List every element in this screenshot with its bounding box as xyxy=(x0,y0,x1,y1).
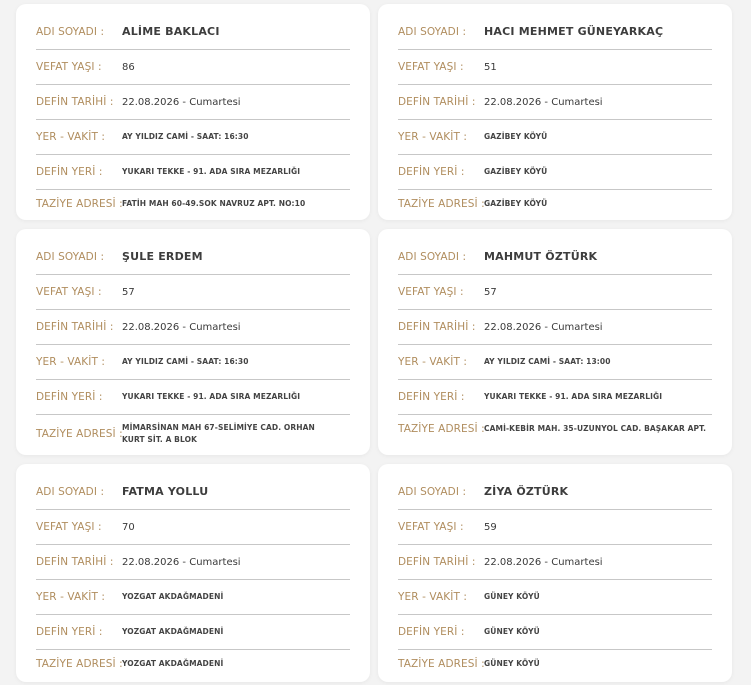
burial-place-label: DEFİN YERİ : xyxy=(398,626,465,638)
obituary-card xyxy=(16,229,370,455)
burial-date-value: 22.08.2026 - Cumartesi xyxy=(484,96,603,108)
age-row xyxy=(398,275,712,310)
burial-date-value: 22.08.2026 - Cumartesi xyxy=(122,321,241,333)
burial-place-value: YUKARI TEKKE - 91. ADA SIRA MEZARLIĞI xyxy=(122,392,301,401)
burial-place-row xyxy=(398,615,712,650)
burial-date-row xyxy=(398,310,712,345)
burial-place-row xyxy=(36,380,350,415)
age-value: 59 xyxy=(484,521,497,533)
place-time-row xyxy=(398,120,712,155)
age-label: VEFAT YAŞI : xyxy=(36,521,102,533)
name-label: ADI SOYADI : xyxy=(36,25,105,38)
burial-date-row xyxy=(36,85,350,120)
name-label: ADI SOYADI : xyxy=(398,250,467,263)
name-row xyxy=(398,14,712,50)
burial-place-label: DEFİN YERİ : xyxy=(36,166,103,178)
obituary-card xyxy=(16,464,370,682)
burial-date-label: DEFİN TARİHİ : xyxy=(36,96,114,108)
burial-place-row xyxy=(398,380,712,415)
burial-place-value: YUKARI TEKKE - 91. ADA SIRA MEZARLIĞI xyxy=(122,167,301,176)
burial-place-row xyxy=(398,155,712,190)
condolence-row xyxy=(36,650,350,678)
place-time-row xyxy=(36,120,350,155)
condolence-label: TAZİYE ADRESİ : xyxy=(398,658,485,670)
burial-date-value: 22.08.2026 - Cumartesi xyxy=(484,556,603,568)
place-time-value: AY YILDIZ CAMİ - SAAT: 16:30 xyxy=(122,132,249,141)
name-label: ADI SOYADI : xyxy=(36,485,105,498)
name-row xyxy=(398,474,712,510)
name-label: ADI SOYADI : xyxy=(398,25,467,38)
age-value: 51 xyxy=(484,61,497,73)
name-label: ADI SOYADI : xyxy=(398,485,467,498)
place-time-row xyxy=(398,580,712,615)
burial-date-value: 22.08.2026 - Cumartesi xyxy=(484,321,603,333)
burial-date-row xyxy=(398,85,712,120)
condolence-row xyxy=(398,415,712,443)
burial-date-value: 22.08.2026 - Cumartesi xyxy=(122,96,241,108)
burial-place-label: DEFİN YERİ : xyxy=(398,391,465,403)
burial-place-label: DEFİN YERİ : xyxy=(36,626,103,638)
name-row xyxy=(36,14,350,50)
age-row xyxy=(36,50,350,85)
obituary-card xyxy=(16,4,370,220)
burial-date-row xyxy=(398,545,712,580)
condolence-value: YOZGAT AKDAĞMADENİ xyxy=(122,659,224,668)
place-time-label: YER - VAKİT : xyxy=(398,356,468,368)
place-time-label: YER - VAKİT : xyxy=(36,591,106,603)
condolence-row xyxy=(398,650,712,678)
place-time-value: AY YILDIZ CAMİ - SAAT: 13:00 xyxy=(484,357,611,366)
condolence-value: CAMİ-KEBİR MAH. 35-UZUNYOL CAD. BAŞAKAR APT. xyxy=(484,424,707,433)
place-time-value: GÜNEY KÖYÜ xyxy=(484,592,540,601)
age-label: VEFAT YAŞI : xyxy=(398,521,464,533)
condolence-row xyxy=(398,190,712,218)
place-time-row xyxy=(36,580,350,615)
age-row xyxy=(398,50,712,85)
burial-place-label: DEFİN YERİ : xyxy=(398,166,465,178)
name-label: ADI SOYADI : xyxy=(36,250,105,263)
deceased-name: HACI MEHMET GÜNEYARKAÇ xyxy=(484,25,664,38)
deceased-name: ZİYA ÖZTÜRK xyxy=(484,485,569,498)
condolence-value: MİMARSİNAN MAH 67-SELİMİYE CAD. ORHAN KURT SİT. A BLOK xyxy=(122,423,315,444)
age-label: VEFAT YAŞI : xyxy=(398,61,464,73)
burial-place-row xyxy=(36,155,350,190)
obituary-card xyxy=(378,464,732,682)
deceased-name: FATMA YOLLU xyxy=(122,485,209,498)
burial-date-label: DEFİN TARİHİ : xyxy=(36,321,114,333)
place-time-label: YER - VAKİT : xyxy=(398,131,468,143)
place-time-label: YER - VAKİT : xyxy=(398,591,468,603)
age-row xyxy=(398,510,712,545)
condolence-label: TAZİYE ADRESİ : xyxy=(398,198,485,210)
place-time-value: GAZİBEY KÖYÜ xyxy=(484,132,548,141)
place-time-label: YER - VAKİT : xyxy=(36,356,106,368)
age-value: 57 xyxy=(484,286,497,298)
deceased-name: ŞULE ERDEM xyxy=(122,250,203,263)
age-label: VEFAT YAŞI : xyxy=(36,286,102,298)
place-time-label: YER - VAKİT : xyxy=(36,131,106,143)
deceased-name: ALİME BAKLACI xyxy=(122,25,220,38)
condolence-label: TAZİYE ADRESİ : xyxy=(36,658,123,670)
condolence-row xyxy=(36,415,350,453)
burial-date-label: DEFİN TARİHİ : xyxy=(36,556,114,568)
age-row xyxy=(36,510,350,545)
burial-place-label: DEFİN YERİ : xyxy=(36,391,103,403)
burial-place-row xyxy=(36,615,350,650)
age-value: 57 xyxy=(122,286,135,298)
burial-place-value: YOZGAT AKDAĞMADENİ xyxy=(122,627,224,636)
burial-place-value: YUKARI TEKKE - 91. ADA SIRA MEZARLIĞI xyxy=(484,392,663,401)
place-time-row xyxy=(398,345,712,380)
place-time-row xyxy=(36,345,350,380)
place-time-value: YOZGAT AKDAĞMADENİ xyxy=(122,592,224,601)
condolence-value: GÜNEY KÖYÜ xyxy=(484,659,540,668)
name-row xyxy=(36,474,350,510)
obituary-card xyxy=(378,4,732,220)
age-value: 86 xyxy=(122,61,135,73)
burial-place-value: GÜNEY KÖYÜ xyxy=(484,627,540,636)
condolence-value: GAZİBEY KÖYÜ xyxy=(484,199,548,208)
deceased-name: MAHMUT ÖZTÜRK xyxy=(484,250,598,263)
obituary-card xyxy=(378,229,732,455)
condolence-value: FATİH MAH 60-49.SOK NAVRUZ APT. NO:10 xyxy=(122,199,306,208)
burial-date-label: DEFİN TARİHİ : xyxy=(398,556,476,568)
place-time-value: AY YILDIZ CAMİ - SAAT: 16:30 xyxy=(122,357,249,366)
burial-date-row xyxy=(36,310,350,345)
burial-date-label: DEFİN TARİHİ : xyxy=(398,96,476,108)
name-row xyxy=(398,239,712,275)
age-row xyxy=(36,275,350,310)
condolence-row xyxy=(36,190,350,218)
burial-date-label: DEFİN TARİHİ : xyxy=(398,321,476,333)
condolence-label: TAZİYE ADRESİ : xyxy=(398,423,485,435)
burial-place-value: GAZİBEY KÖYÜ xyxy=(484,167,548,176)
condolence-label: TAZİYE ADRESİ : xyxy=(36,198,123,210)
burial-date-value: 22.08.2026 - Cumartesi xyxy=(122,556,241,568)
name-row xyxy=(36,239,350,275)
age-value: 70 xyxy=(122,521,135,533)
condolence-label: TAZİYE ADRESİ : xyxy=(36,428,123,440)
burial-date-row xyxy=(36,545,350,580)
age-label: VEFAT YAŞI : xyxy=(398,286,464,298)
age-label: VEFAT YAŞI : xyxy=(36,61,102,73)
